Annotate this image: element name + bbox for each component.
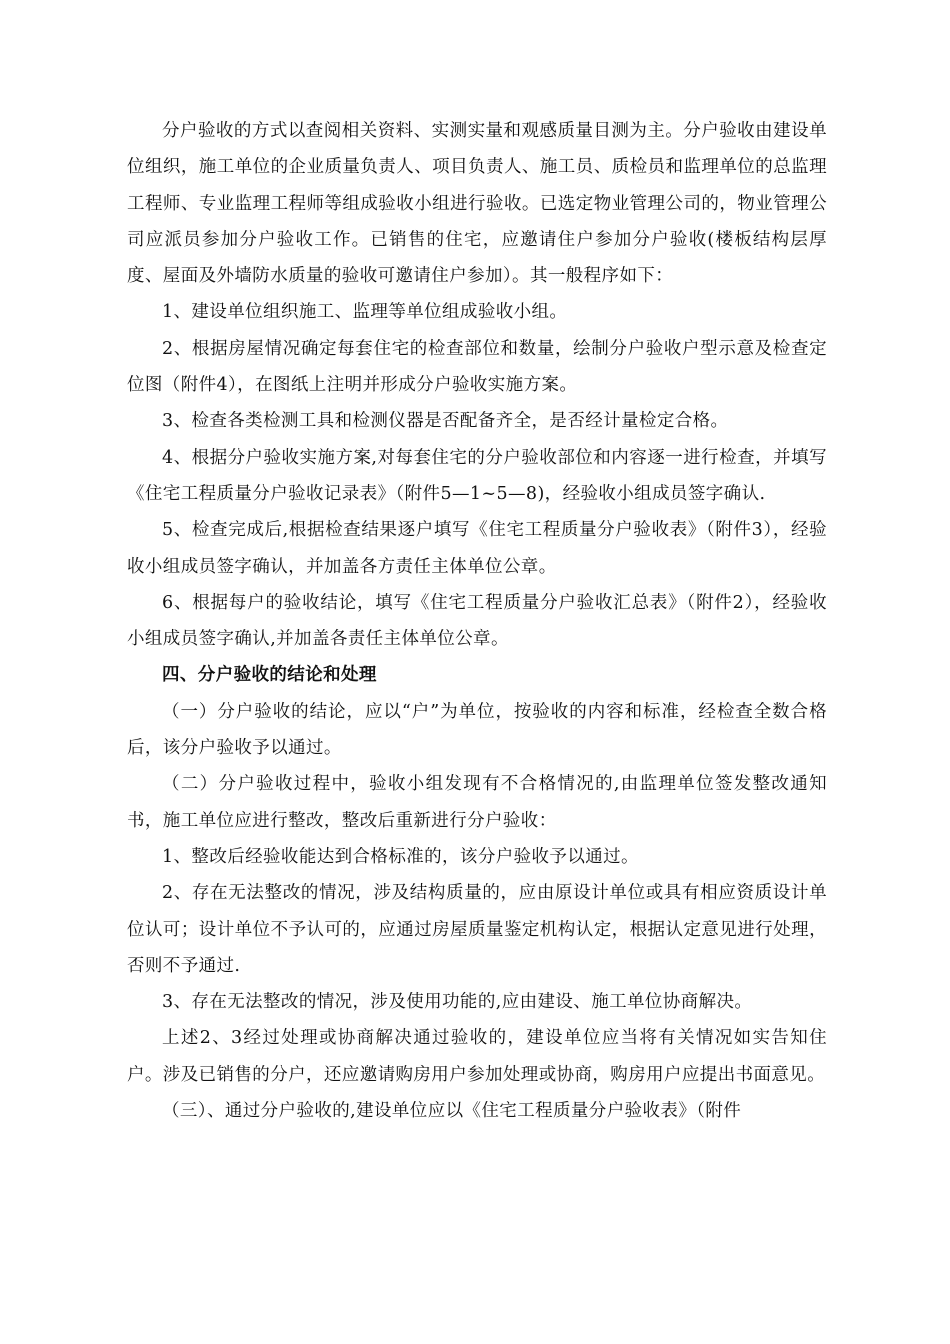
rectification-paragraph: （二）分户验收过程中，验收小组发现有不合格情况的,由监理单位签发整改通知书，施工单位应进行整改，整改后重新进行分户验收： [127,774,827,831]
step-4-paragraph: 4、根据分户验收实施方案,对每套住宅的分户验收部位和内容逐一进行检查，并填写《住宅工程质量分户验收记录表》（附件5—1~5—8)，经验收小组成员签字确认. [127,447,827,504]
document-body [127,113,827,1129]
passed-acceptance-paragraph: （三）、通过分户验收的,建设单位应以《住宅工程质量分户验收表》（附件 [162,1101,742,1122]
step-1-paragraph: 1、建设单位组织施工、监理等单位组成验收小组。 [162,302,568,323]
conclusion-paragraph: （一）分户验收的结论，应以“户”为单位，按验收的内容和标准，经检查全数合格后，该分户验收予以通过。 [127,701,827,759]
notify-residents-paragraph: 上述2、3经过处理或协商解决通过验收的，建设单位应当将有关情况如实告知住户。涉及已销售的分户，还应邀请购房用户参加处理或协商，购房用户应提出书面意见。 [127,1028,827,1085]
section-heading: 四、分户验收的结论和处理 [162,665,377,686]
step-5-paragraph: 5、检查完成后,根据检查结果逐户填写《住宅工程质量分户验收表》（附件3），经验收小组成员签字确认，并加盖各方责任主体单位公章。 [127,520,827,577]
paragraph-acceptance-method: 分户验收的方式以查阅相关资料、实测实量和观感质量目测为主。分户验收由建设单位组织，施工单位的企业质量负责人、项目负责人、施工员、质检员和监理单位的总监理工程师、专业监理工程师等组成验收小组进行验收。已选定物业管理公司的，物业管理公司应派员参加分户验收工作。已销售的住宅，应邀请住户参加分户验收(楼板结构层厚度、屋面及外墙防水质量的验收可邀请住户参加）。其一般程序如下： [127,121,827,287]
step-6-paragraph: 6、根据每户的验收结论，填写《住宅工程质量分户验收汇总表》（附件2），经验收小组成员签字确认,并加盖各责任主体单位公章。 [127,592,827,650]
rectification-item-3: 3、存在无法整改的情况，涉及使用功能的,应由建设、施工单位协商解决。 [162,992,753,1013]
step-3-paragraph: 3、检查各类检测工具和检测仪器是否配备齐全，是否经计量检定合格。 [162,411,729,432]
rectification-item-2: 2、存在无法整改的情况，涉及结构质量的，应由原设计单位或具有相应资质设计单位认可；设计单位不予认可的，应通过房屋质量鉴定机构认定，根据认定意见进行处理，否则不予通过. [127,883,827,976]
rectification-item-1: 1、整改后经验收能达到合格标准的，该分户验收予以通过。 [162,846,639,867]
step-2-paragraph: 2、根据房屋情况确定每套住宅的检查部位和数量，绘制分户验收户型示意及检查定位图（附件4），在图纸上注明并形成分户验收实施方案。 [127,338,827,396]
